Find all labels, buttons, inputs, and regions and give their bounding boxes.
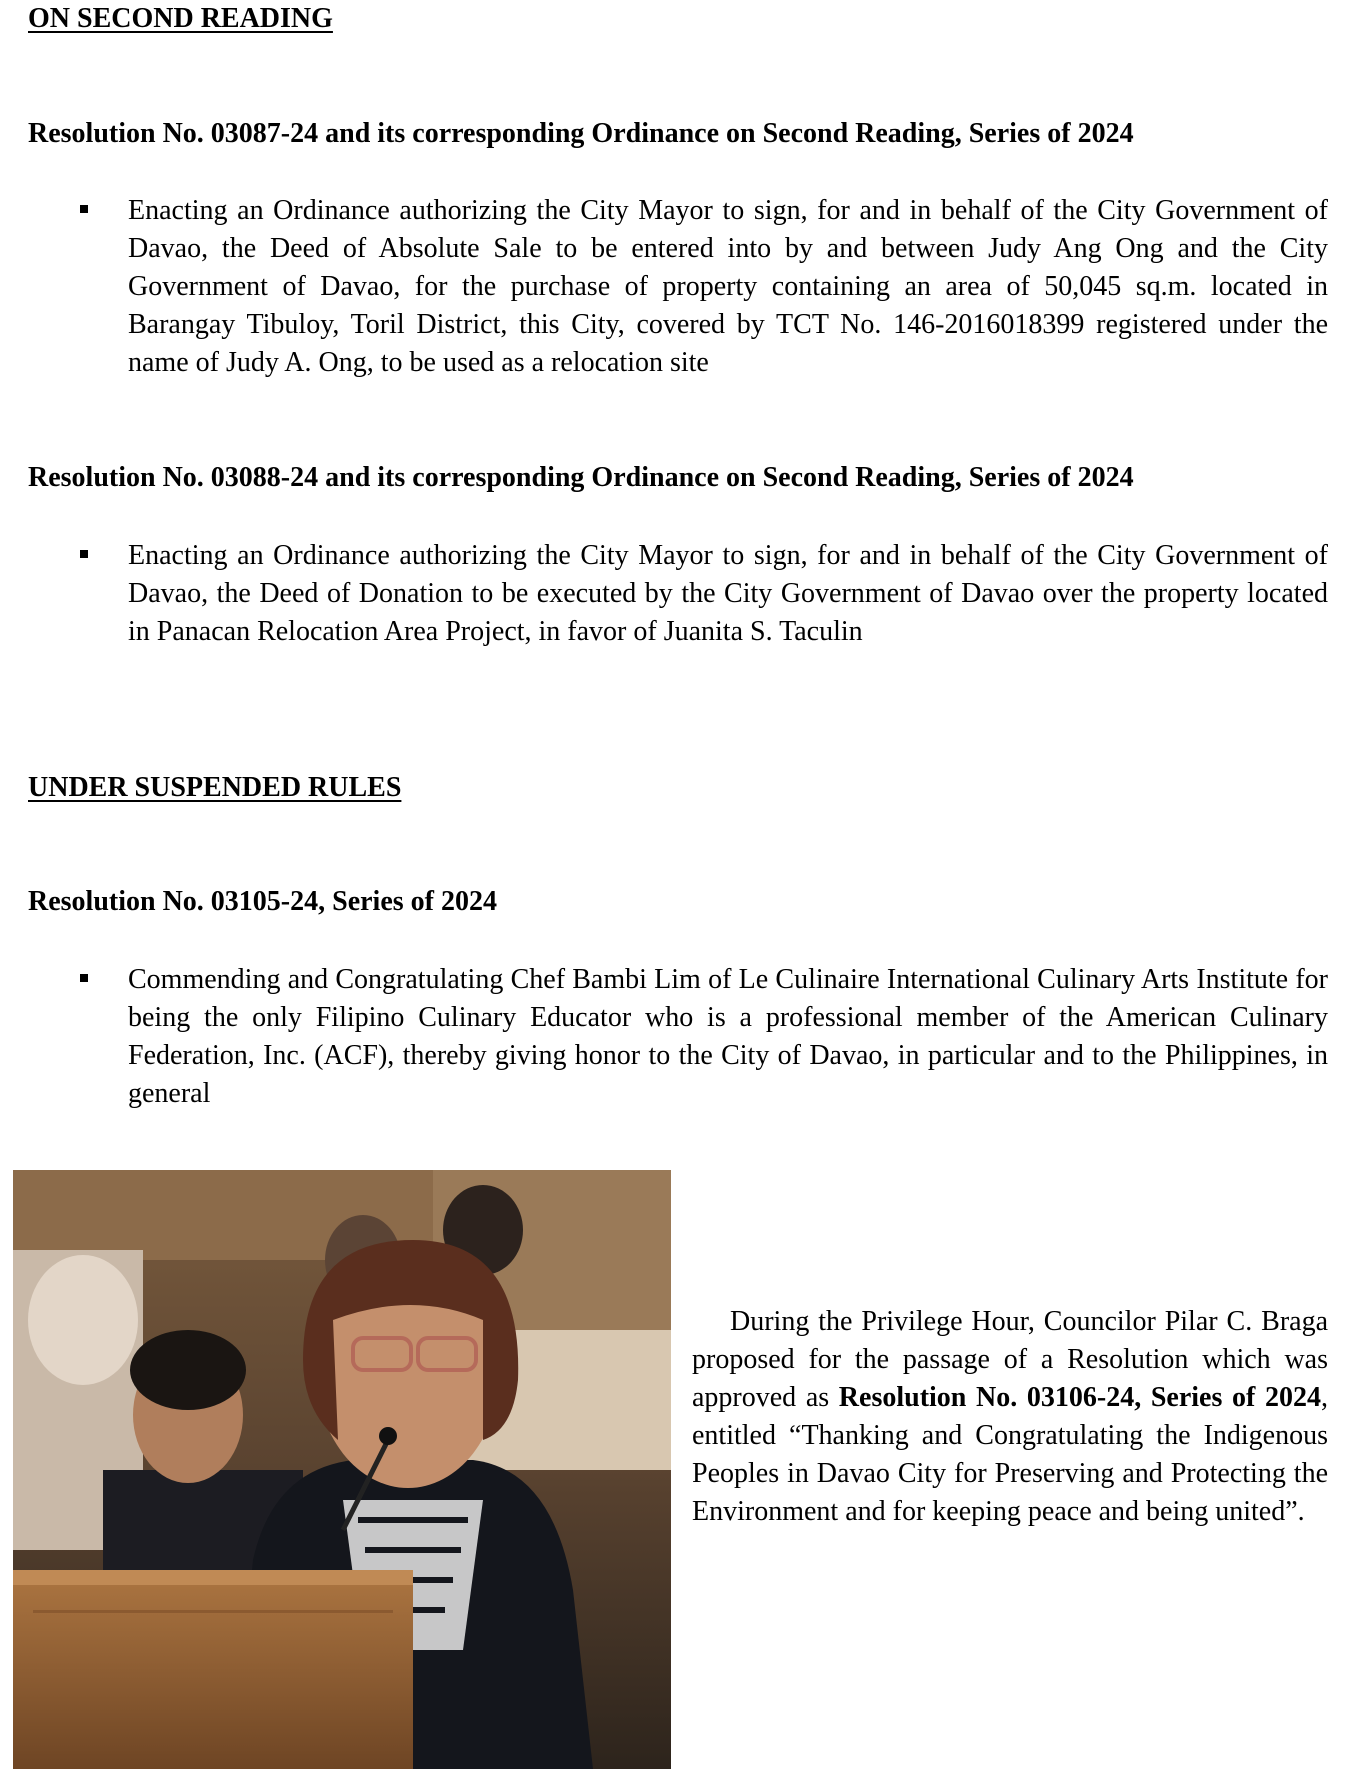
- privilege-hour-text: [692, 1303, 1328, 1531]
- section-heading-suspended-rules: UNDER SUSPENDED RULES: [28, 772, 402, 803]
- square-bullet-icon: [80, 974, 88, 982]
- square-bullet-icon: [80, 205, 88, 213]
- privilege-outro: , entitled “Thanking and Congratulating the Indigenous Peoples in Davao City for Preserving and Protecting the Environment and for keeping peace and being united”.: [692, 1382, 1328, 1527]
- resolution-title-03088: Resolution No. 03088-24 and its corresponding Ordinance on Second Reading, Series of 2024: [28, 462, 1134, 493]
- section-heading-second-reading: ON SECOND READING: [28, 3, 333, 34]
- privilege-resolution-number: Resolution No. 03106-24, Series of 2024: [838, 1382, 1321, 1413]
- councilor-speaking-photo: [13, 1170, 671, 1769]
- resolution-text-03088: Enacting an Ordinance authorizing the City Mayor to sign, for and in behalf of the City Government of Davao, the Deed of Donation to be executed by the City Government of Davao over the property located in Panacan Relocation Area Project, in favor of Juanita S. Taculin: [128, 540, 1328, 647]
- bullet-item-03105: [80, 961, 1330, 1113]
- resolution-title-03087: Resolution No. 03087-24 and its corresponding Ordinance on Second Reading, Series of 2024: [28, 118, 1134, 149]
- resolution-text-03105: Commending and Congratulating Chef Bambi Lim of Le Culinaire International Culinary Arts Institute for being the only Filipino Culinary Educator who is a professional member of the American Culinary Federation, Inc. (ACF), thereby giving honor to the City of Davao, in particular and to the Philippines, in general: [128, 964, 1328, 1109]
- bullet-item-03088: [80, 537, 1330, 651]
- resolution-title-03105: Resolution No. 03105-24, Series of 2024: [28, 886, 497, 917]
- square-bullet-icon: [80, 550, 88, 558]
- privilege-intro: During the Privilege Hour, Councilor Pilar C. Braga proposed for the passage of a Resolution which was approved as: [692, 1306, 1328, 1413]
- bullet-item-03087: [80, 192, 1330, 382]
- resolution-text-03087: Enacting an Ordinance authorizing the City Mayor to sign, for and in behalf of the City Government of Davao, the Deed of Absolute Sale to be entered into by and between Judy Ang Ong and the City Government of Davao, for the purchase of property containing an area of 50,045 sq.m. located in Barangay Tibuloy, Toril District, this City, covered by TCT No. 146-2016018399 registered under the name of Judy A. Ong, to be used as a relocation site: [128, 195, 1328, 378]
